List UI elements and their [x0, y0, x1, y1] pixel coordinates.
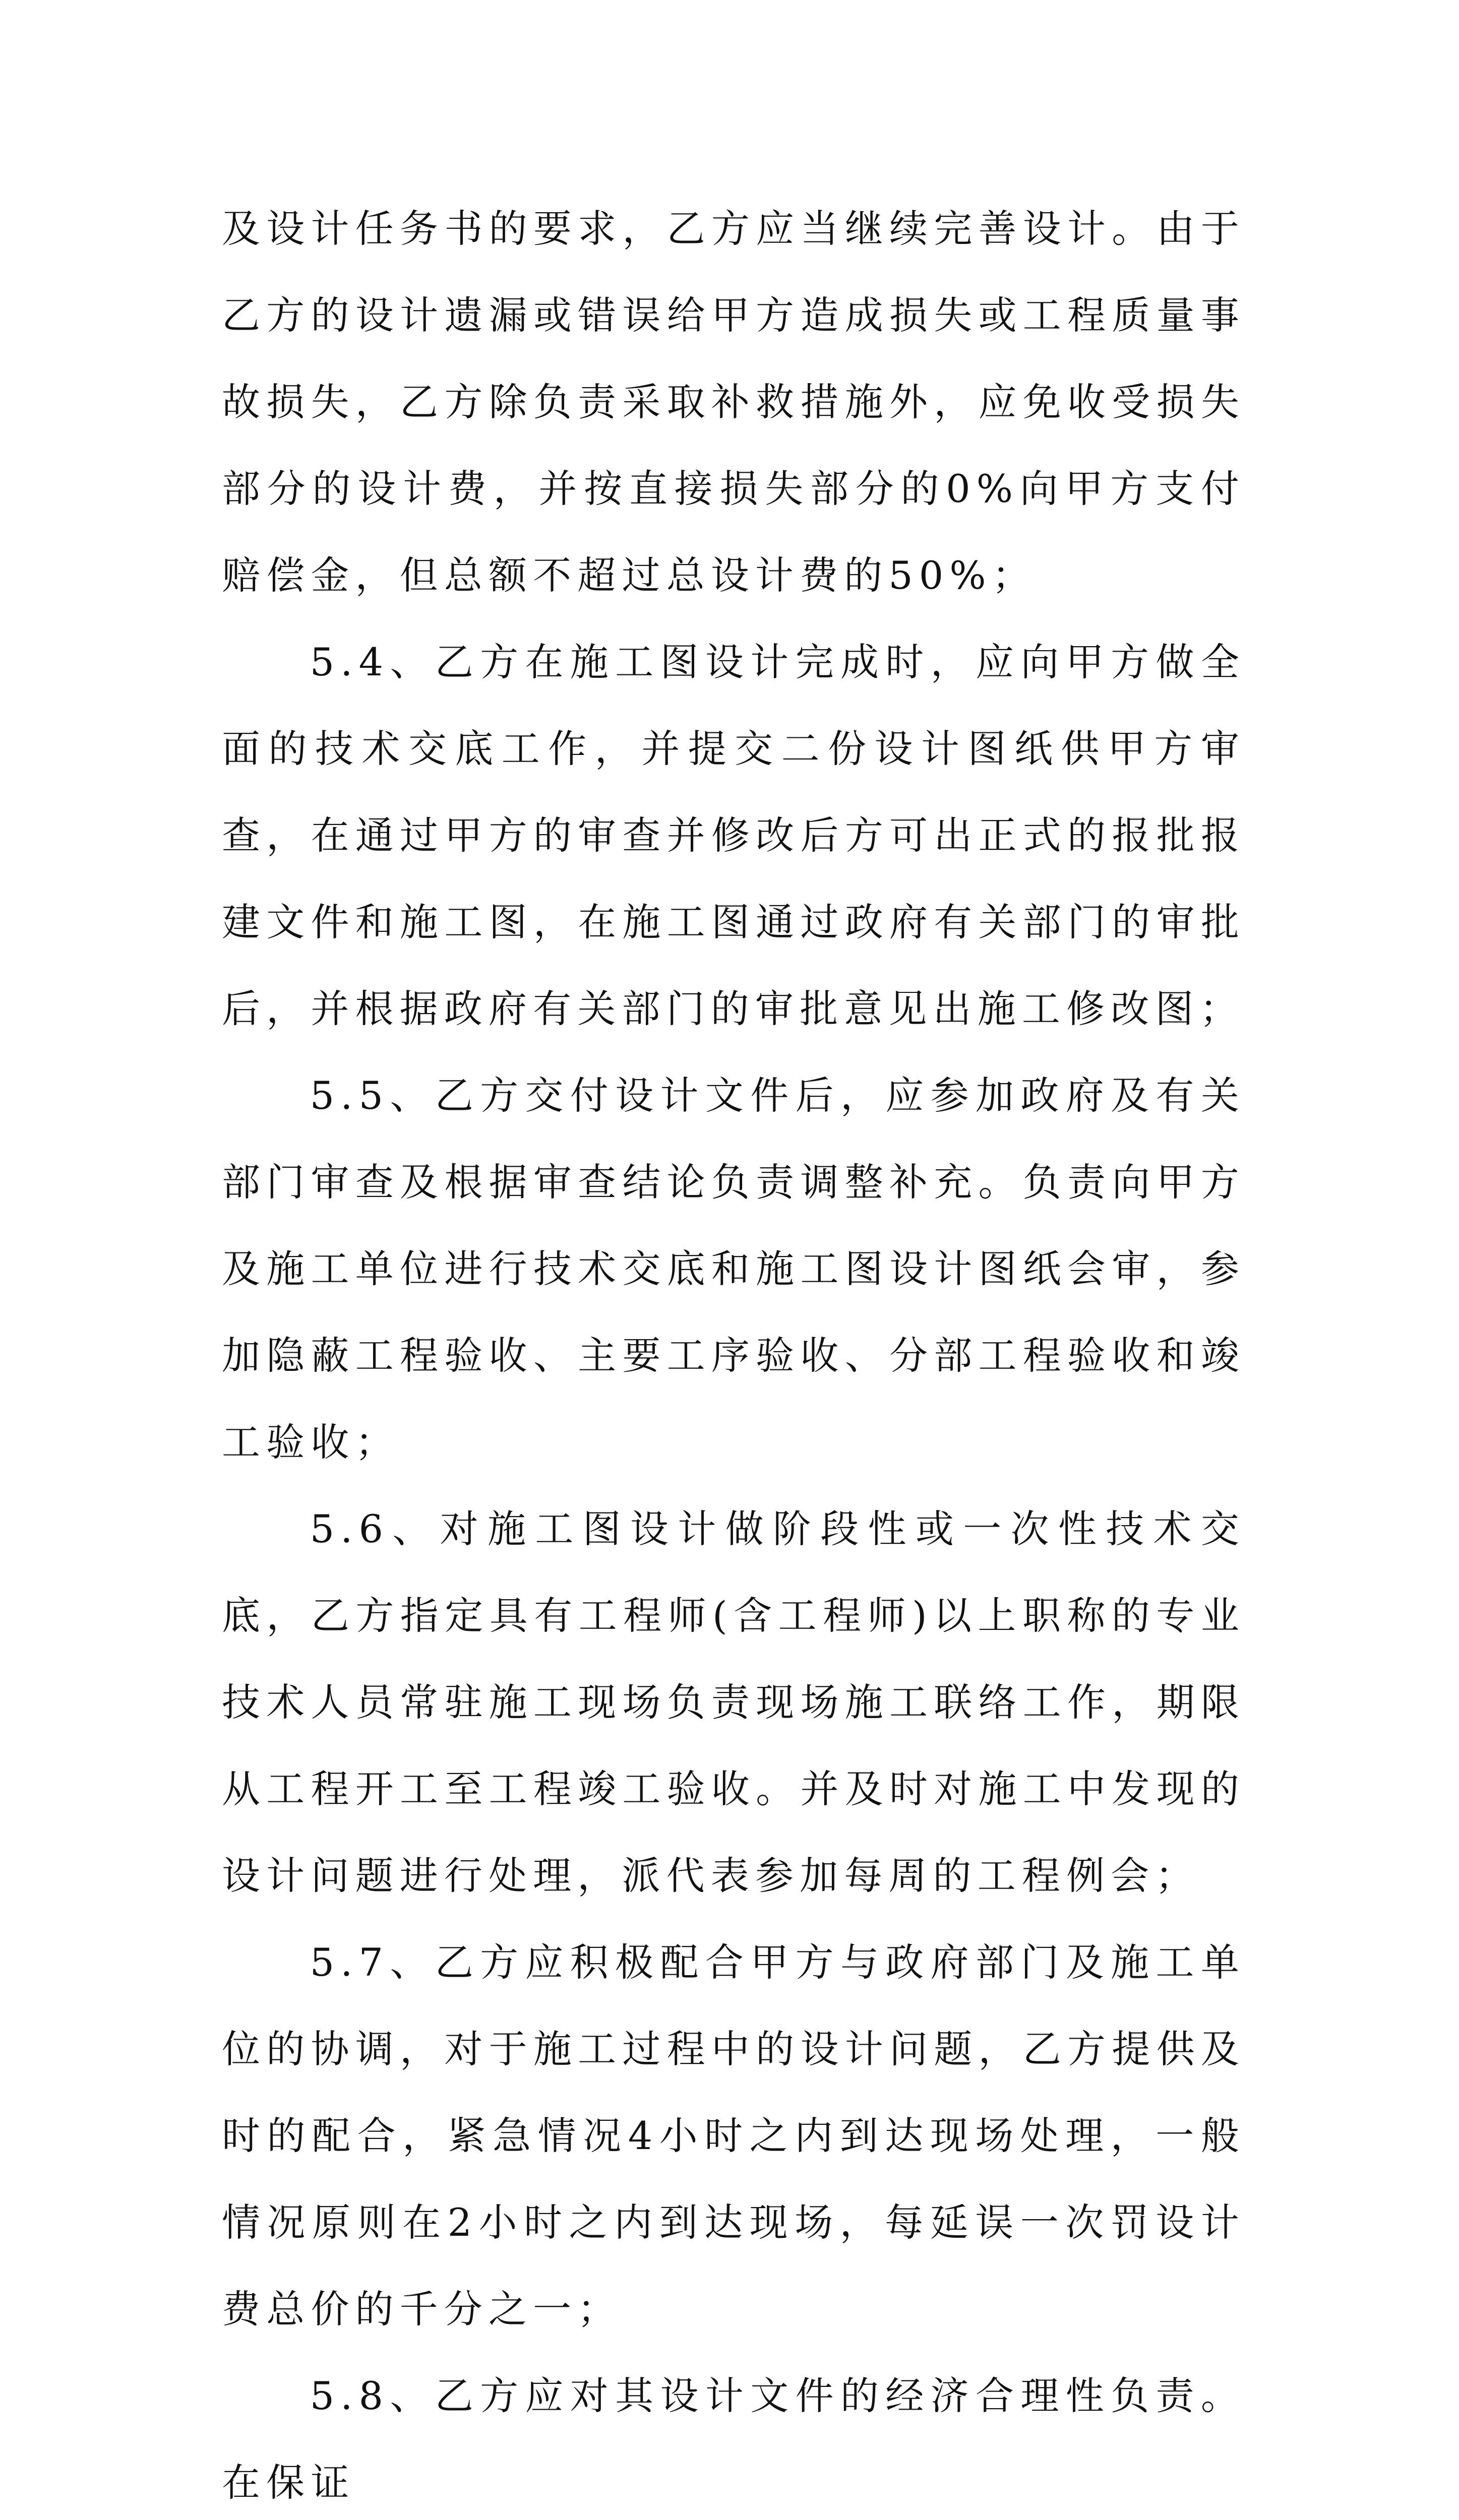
- paragraph-clause-5-6: 5.6、对施工图设计做阶段性或一次性技术交底，乙方指定具有工程师(含工程师)以上职称的专业技术人员常驻施工现场负责现场施工联络工作，期限从工程开工至工程竣工验收。并及时对施工中发现的设计问题进行处理，派代表参加每周的工程例会；: [222, 1506, 1245, 1898]
- contract-text-body: [222, 185, 1245, 2520]
- paragraph-clause-5-4: 5.4、乙方在施工图设计完成时，应向甲方做全面的技术交底工作，并提交二份设计图纸供甲方审查，在通过甲方的审查并修改后方可出正式的报批报建文件和施工图，在施工图通过政府有关部门的审批后，并根据政府有关部门的审批意见出施工修改图；: [222, 640, 1245, 1031]
- paragraph-continuation: 及设计任务书的要求，乙方应当继续完善设计。由于乙方的设计遗漏或错误给甲方造成损失或工程质量事故损失，乙方除负责采取补救措施外，应免收受损失部分的设计费，并按直接损失部分的0%向甲方支付赔偿金，但总额不超过总设计费的50%；: [222, 206, 1245, 598]
- paragraph-clause-5-7: 5.7、乙方应积极配合甲方与政府部门及施工单位的协调，对于施工过程中的设计问题，乙方提供及时的配合，紧急情况4小时之内到达现场处理，一般情况原则在2小时之内到达现场，每延误一次罚设计费总价的千分之一；: [222, 1940, 1245, 2332]
- paragraph-clause-5-8: 5.8、乙方应对其设计文件的经济合理性负责。在保证: [222, 2373, 1245, 2505]
- paragraph-clause-5-5: 5.5、乙方交付设计文件后，应参加政府及有关部门审查及根据审查结论负责调整补充。负责向甲方及施工单位进行技术交底和施工图设计图纸会审，参加隐蔽工程验收、主要工序验收、分部工程验收和竣工验收；: [222, 1073, 1245, 1465]
